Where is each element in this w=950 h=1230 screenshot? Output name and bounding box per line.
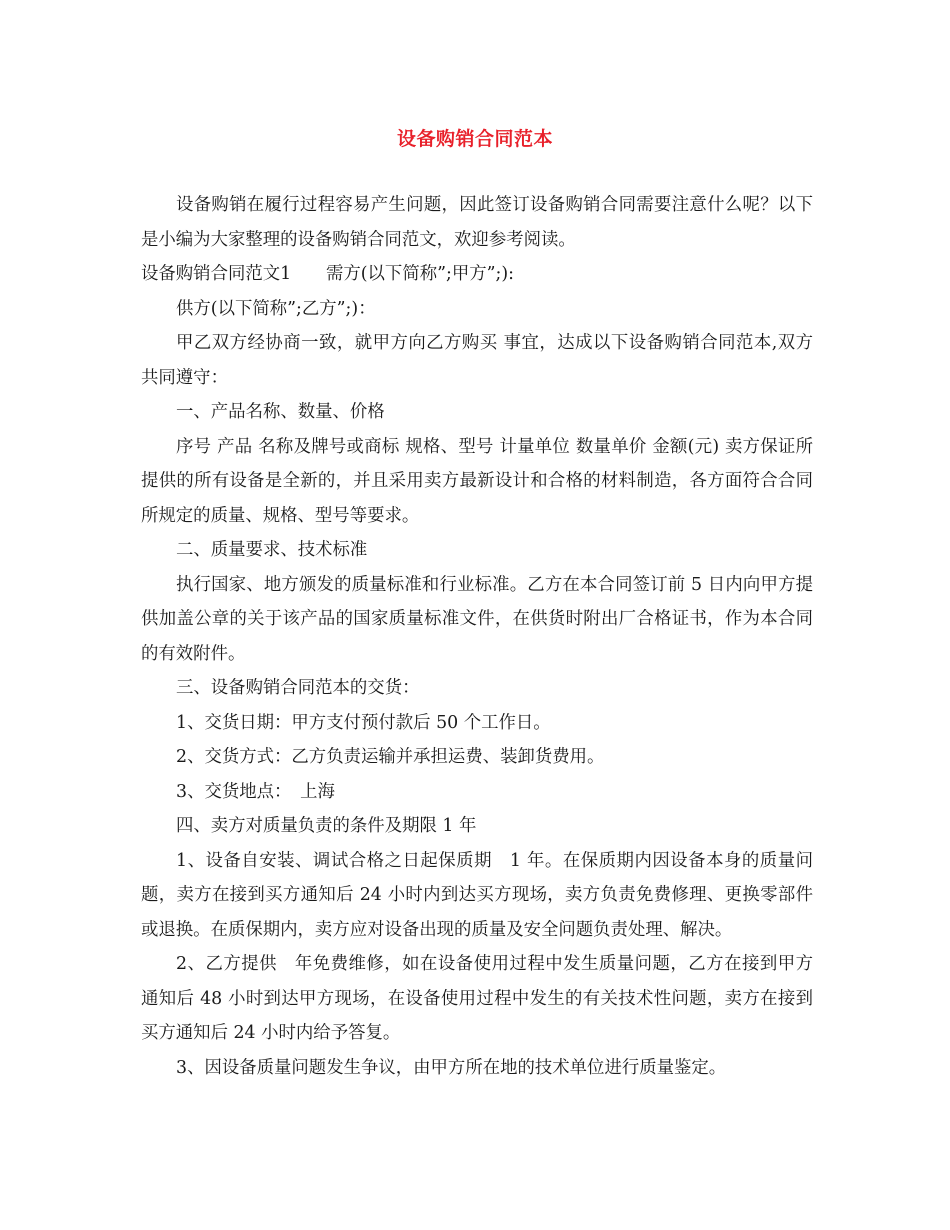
paragraph-product-table: 序号 产品 名称及牌号或商标 规格、型号 计量单位 数量单价 金额(元) 卖方保证所提供的所有设备是全新的，并且采用卖方最新设计和合格的材料制造，各方面符合合同所规定的质量、规格、型号等要求。 bbox=[141, 436, 813, 526]
section-heading-delivery: 三、设备购销合同范本的交货： bbox=[176, 678, 420, 698]
list-item-delivery-date: 1、交货日期：甲方支付预付款后 50 个工作日。 bbox=[176, 712, 551, 733]
list-item-delivery-location: 3、交货地点： 上海 bbox=[176, 781, 335, 802]
paragraph-agreement: 甲乙双方经协商一致，就甲方向乙方购买 事宜，达成以下设备购销合同范本,双方共同遵守： bbox=[141, 333, 813, 388]
document-title: 设备购销合同范本 bbox=[396, 128, 553, 150]
paragraph-quality-standard: 执行国家、地方颁发的质量标准和行业标准。乙方在本合同签订前 5 日内向甲方提供加盖公章的关于该产品的国家质量标准文件，在供货时附出厂合格证书，作为本合同的有效附件。 bbox=[141, 574, 813, 664]
paragraph-warranty-2: 2、乙方提供 年免费维修，如在设备使用过程中发生质量问题，乙方在接到甲方通知后 48 小时到达甲方现场，在设备使用过程中发生的有关技术性问题，卖方在接到买方通知后 24 小时内给予答复。 bbox=[141, 954, 813, 1043]
paragraph-warranty-1: 1、设备自安装、调试合格之日起保质期 1 年。在保质期内因设备本身的质量问题，卖方在接到买方通知后 24 小时内到达买方现场，卖方负责免费修理、更换零部件或退换。在质保期内，卖方应对设备出现的质量及安全问题负责处理、解决。 bbox=[141, 850, 813, 940]
paragraph-supplier: 供方(以下简称”;乙方”;)： bbox=[176, 298, 376, 319]
list-item-delivery-method: 2、交货方式：乙方负责运输并承担运费、装卸货费用。 bbox=[176, 747, 605, 767]
section-heading-product: 一、产品名称、数量、价格 bbox=[176, 402, 385, 422]
document-body bbox=[141, 188, 813, 1085]
section-heading-warranty: 四、卖方对质量负责的条件及期限 1 年 bbox=[176, 816, 477, 836]
section-heading-quality: 二、质量要求、技术标准 bbox=[176, 540, 368, 560]
paragraph-intro: 设备购销在履行过程容易产生问题，因此签订设备购销合同需要注意什么呢？以下是小编为大家整理的设备购销合同范文，欢迎参考阅读。 bbox=[141, 195, 813, 250]
paragraph-warranty-3: 3、因设备质量问题发生争议，由甲方所在地的技术单位进行质量鉴定。 bbox=[176, 1057, 727, 1078]
paragraph-sample-heading: 设备购销合同范文1 需方(以下简称”;甲方”;): bbox=[141, 264, 515, 284]
